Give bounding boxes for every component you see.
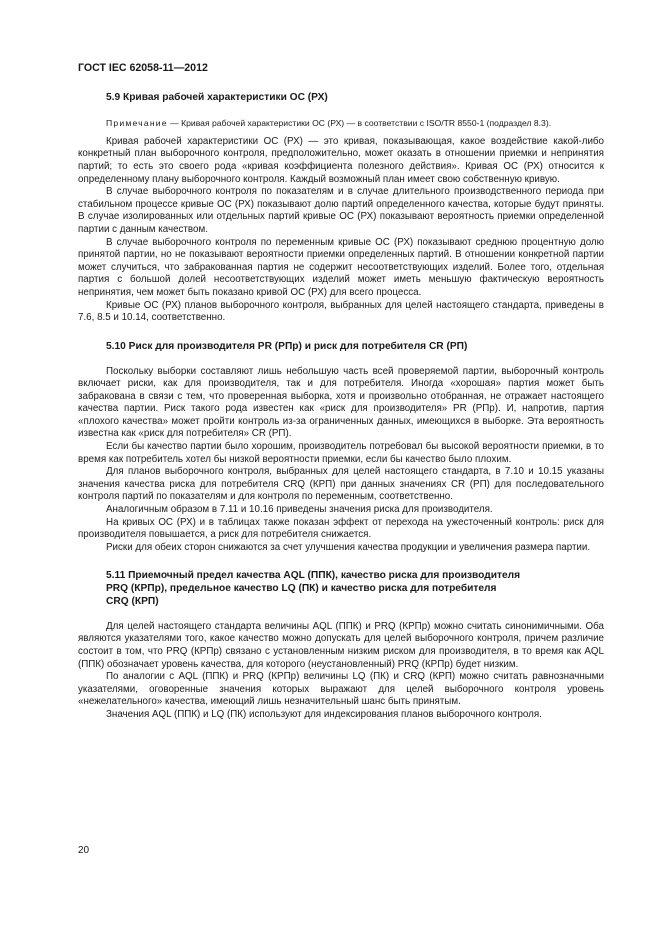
- paragraph: Значения AQL (ППК) и LQ (ПК) используют для индексирования планов выборочного контроля.: [106, 708, 542, 720]
- paragraph: В случае выборочного контроля по показателям и в случае длительного производственного периода при стабильном процессе кривые ОС (РХ) показывают долю партий определенного качества, которые будут приняты. В случае изолированных или отдельных партий кривые ОС (РХ) показывают вероятность приемки определенной партии с данным качеством.: [78, 186, 604, 235]
- paragraph: По аналогии с AQL (ППК) и PRQ (КРПр) величины LQ (ПК) и CRQ (КРП) можно считать равнозначными указателями, оговоренные значения которых выражают для целей выборочного контроля уровень «нежелательного» качества, имеющий лишь незначительный шанс быть принятым.: [78, 671, 604, 708]
- paragraph: В случае выборочного контроля по переменным кривые ОС (РХ) показывают среднюю процентную долю принятой партии, но не показывают вероятности приемки определенных партий. В отношении конкретной партии может случиться, что забракованная партия не содержит несоответствующих изделий. Более того, отдельная партия с большой долей несоответствующих изделий может иметь меньшую фактическую вероятность непринятия, чем может быть показано кривой ОС (РХ) для всего процесса.: [78, 236, 604, 298]
- document-code: ГОСТ IEC 62058-11—2012: [78, 62, 208, 74]
- note-text: — Кривая рабочей характеристики ОС (РХ) — в соответствии с ISO/TR 8550-1 (подраздел 8.3).: [167, 117, 552, 128]
- paragraph: Если бы качество партии было хорошим, производитель потребовал бы высокой вероятности приемки, в то время как потребитель хотел бы низкой вероятности приемки, если бы качество было плохим.: [78, 441, 604, 465]
- heading-line: 5.11 Приемочный предел качества AQL (ППК), качество риска для производителя: [106, 570, 521, 582]
- page-content: [78, 92, 604, 722]
- paragraph: Для целей настоящего стандарта величины AQL (ППК) и PRQ (КРПр) можно считать синонимичными. Оба являются указателями того, какое качество можно допускать для целей выборочного контроля, причем различие состоит в том, что PRQ (КРПр) связано с установленным низким риском для производителя, в то время как AQL (ППК) обозначает уровень качества, для которого (неустановленный) PRQ (КРПр) будет низким.: [78, 620, 604, 670]
- paragraph: Кривая рабочей характеристики ОС (РХ) — это кривая, показывающая, какое воздействие какой-либо конкретный план выборочного контроля, предположительно, может оказать в отношении приемки и непринятия партий; то есть это своего рода «кривая коэффициента полезного действия». Кривая ОС (РХ) относится к определенному плану выборочного контроля. Каждый возможный план имеет свою собственную кривую.: [78, 135, 604, 185]
- paragraph: Риски для обеих сторон снижаются за счет улучшения качества продукции и увеличения размера партии.: [106, 541, 591, 553]
- paragraph: Для планов выборочного контроля, выбранных для целей настоящего стандарта, в 7.10 и 10.15 указаны значения качества риска для потребителя CRQ (КРП) при данных значениях CR (РП) для последовательного контроля партий по показателям и для контроля по переменным, соответственно.: [78, 466, 604, 503]
- heading-line: PRQ (КРПр), предельное качество LQ (ПК) и качество риска для потребителя: [106, 583, 497, 595]
- paragraph: Кривые ОС (РХ) планов выборочного контроля, выбранных для целей настоящего стандарта, приведены в 7.6, 8.5 и 10.14, соответственно.: [78, 299, 604, 324]
- note: [78, 117, 604, 129]
- paragraph: Аналогичным образом в 7.11 и 10.16 приведены значения риска для производителя.: [106, 504, 493, 516]
- note-label: Примечание: [106, 117, 168, 128]
- paragraph: На кривых ОС (РХ) и в таблицах также показан эффект от перехода на ужесточенный контроль: риск для производителя повышается, а риск для потребителя снижается.: [78, 516, 604, 541]
- section-5-10-heading: 5.10 Риск для производителя PR (РПр) и риск для потребителя CR (РП): [106, 340, 468, 352]
- paragraph: Поскольку выборки составляют лишь небольшую часть всей проверяемой партии, выборочный контроль включает риски, как для производителя, так и для потребителя. Иногда «хорошая» партия может быть забракована в связи с тем, что проверенная выборка, хотя и произвольно отобранная, не отражает настоящего качества партии. Риск такого рода известен как «риск для производителя» PR (РПр). И, напротив, партия «плохого качества» может пройти контроль из-за ограниченных данных, имеющихся в выборке. Эта вероятность известна как «риск для потребителя» CR (РП).: [78, 365, 604, 440]
- section-5-9-heading: 5.9 Кривая рабочей характеристики ОС (РХ): [106, 92, 328, 103]
- section-5-11-heading: [78, 570, 604, 608]
- page-number: 20: [78, 845, 90, 856]
- heading-line: CRQ (КРП): [106, 596, 159, 607]
